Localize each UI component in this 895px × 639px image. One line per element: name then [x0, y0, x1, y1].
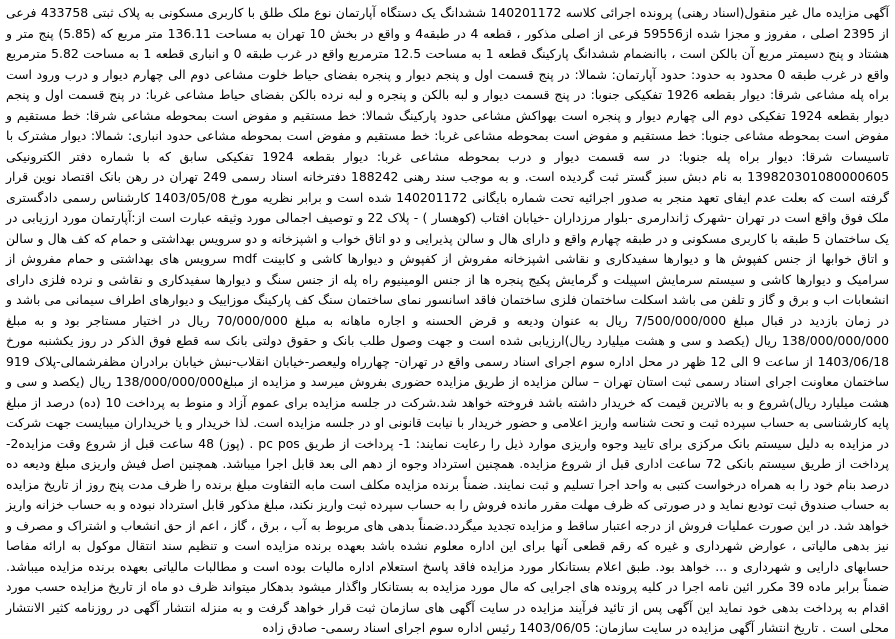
- notice-heading: آگهی مزایده مال غیر منقول(اسناد رهنی) پرونده اجرائی کلاسه 140201172: [490, 5, 889, 20]
- notice-paragraph: [6, 3, 889, 639]
- notice-body: ششدانگ یک دستگاه آپارتمان نوع ملک طلق با کاربری مسکونی به پلاک ثبتی 433758 فرعی از 2395 اصلی ، مفروز و مجزا شده از59556 فرعی از اصلی مذکور ، قطعه 4 در طبقه4 و واقع در بخش 10 تهران به مساحت 136.11 متر مربع که (5.85) پنج متر و هشتاد و پنج دسیمتر مربع آن بالکن است ، باانضمام ششدانگ پارکینگ قطعه 1 به مساحت 12.5 مترمربع واقع در غرب طبقه 0 و انباری قطعه 1 به مساحت 5.82 مترمربع واقع در غرب طبقه 0 محدود به حدود: حدود آپارتمان: شمالا: در پنج قسمت اول و پنجم دیوار و پنجره بفضای حیاط خلوت مشاعی دوم الی چهارم دیوار و درب ورود است براه پله مشاعی شرقا: دیوار بقطعه 1926 تفکیکی جنوبا: در پنج قسمت دیوار و لبه بالکن و پنجره و لبه نرده بالکن بفضای حیاط مشاعی غربا: در پنج قسمت اول و پنجم دیوار بقطعه 1924 تفکیکی دوم الی چهارم دیوار و پنجره است بهواکش مشاعی حدود پارکینگ شمالا: خط مستقیم و مفوض است بمحوطه مشاعی شرقا: خط مستقیم و مفوض است بمحوطه مشاعی جنوبا: خط مستقیم و مفوض است بمحوطه مشاعی غربا: خط مستقیم و مفوض است بمحوطه مشاعی حدود انباری: شمالا: دیوار مشترک با تاسیسات شرقا: دیوار براه پله جنوبا: در سه قسمت دیوار و درب بمحوطه مشاعی غربا: دیوار بقطعه 1924 تفکیکی سابق که با شماره دفتر الکترونیکی 139820301080000605 به نام دبش سبز گستر ثبت گردیده است. و به موجب سند رهنی 188242 دفترخانه اسناد رسمی 249 تهران در رهن بانک اقتصاد نوین قرار گرفته است که بعلت عدم ایفای تعهد منجر به صدور اجرائیه تحت شماره بایگانی 140201172 شده است و برابر نظریه مورخ 1403/05/08 کارشناس رسمی دادگستری ملک فوق واقع است در تهران -شهرک ژاندارمری -بلوار مرزداران -خیابان افتاب (کوهسار ) - پلاک 22 و توصیف اجمالی مورد وثیقه عبارت است از:آپارتمان مورد ارزیابی در یک ساختمان 5 طبقه با کاربری مسکونی و در طبقه چهارم واقع و دارای هال و سالن پذیرایی و دو اتاق خواب و اشپزخانه و دو سرویس بهداشتی و حمام که کف هال و سالن و اتاق خوابها از جنس کفپوش ها و دیوارها سفیدکاری و نقاشی اشپزخانه مفروش از کفپوش و دیوارها کاشی و کابینت mdf سرویس های بهداشتی و حمام مفروش از سرامیک و دیوارها کاشی و سیستم سرمایش اسپیلت و گرمایش پکیج پنجره ها از جنس الومینیوم راه پله از جنس سنگ و دیوارها سفیدکاری و نقاشی و نرده فلزی دارای انشعابات اب و برق و گاز و تلفن می باشد اسکلت ساختمان فلزی ساختمان فاقد اسانسور نمای ساختمان سنگ کف پارکینگ موزاییک و دیوارهای اطراف سیمانی می باشد و در زمان بازدید در قبال مبلغ 7/500/000/000 ریال به عنوان ودیعه و قرض الحسنه و اجاره ماهانه به مبلغ 70/000/000 ریال در اختیار مستاجر بود و به مبلغ 138/000/000/000 ریال (یکصد و سی و هشت میلیارد ریال)ارزیابی شده است و جهت وصول طلب بانک و حقوق دولتی بانک سه قطع فوق الذکر در روز یکشنبه مورخ 1403/06/18 از ساعت 9 الی 12 ظهر در محل اداره سوم اجرای اسناد رسمی واقع در تهران- چهارراه ولیعصر-خیابان انقلاب-نبش خیابان برادران مظفرشمالی-پلاک 919 ساختمان معاونت اجرای اسناد رسمی ثبت استان تهران – سالن مزایده از طریق مزایده حضوری بفروش میرسد و مزایده از مبلغ138/000/000/000 ریال (یکصد و سی و هشت میلیارد ریال)شروع و به بالاترین قیمت که خریدار داشته باشد فروخته خواهد شد.شرکت در جلسه مزایده برای عموم آزاد و منوط به پرداخت 10 (ده) درصد از مبلغ پایه کارشناسی به حساب سپرده ثبت و تحت شناسه واریز اعلامی و حضور خریدار با نیابت قانونی او در جلسه مزایده است. لذا خریدار و یا خریداران میبایست جهت شرکت در مزایده به دلیل سیستم بانک مرکزی برای تایید وجوه واریزی موارد ذیل را رعایت نمایند: 1- پرداخت از طریق pc pos . (پوز) 48 ساعت قبل از شروع وقت مزایده2- پرداخت از طریق سیستم بانکی 72 ساعت اداری قبل از شروع مزایده. همچنین استرداد وجوه از دهم الی بعد قابل اجرا میباشد. همچنین اصل فیش واریزی مبلغ ودیعه ده درصد بنام خود را به همراه درخواست کتبی به واحد اجرا تسلیم و ثبت نمایند. ضمناً برنده مزایده مکلف است مابه التفاوت مبلغ برنده را ظرف مدت پنج روز از تاریخ مزایده به حساب صندوق ثبت تودیع نماید و در صورتی که ظرف مهلت مقرر مانده فروش را به حساب سپرده ثبت واریز نکند، مبلغ مذکور قابل استرداد نبوده و به حساب خزانه واریز خواهد شد. در این صورت عملیات فروش از درجه اعتبار ساقط و مزایده تجدید میگردد.ضمناً بدهی های مربوط به آب ، برق ، گاز ، اعم از حق انشعاب و اشتراک و مصرف و نیز بدهی مالیاتی ، عوارض شهرداری و غیره که رقم قطعی آنها برای این اداره معلوم نشده باشد بعهده برنده مزایده است و تنظیم سند انتقال موکول به ارائه مفاصا حسابهای دارایی و شهرداری و ... خواهد بود. طبق اعلام بستانکار مورد مزایده فاقد پاسخ استعلام اداره مالیات بوده است و مطالبات مالیاتی بعهده برنده مزایده میباشد. ضمناً برابر ماده 39 مکرر ائین نامه اجرا در کلیه پرونده های اجرایی که مال مورد مزایده به بستانکار واگذار میشود بدهکار میتواند ظرف دو ماه از تاریخ مزایده حسب مورد اقدام به پرداخت بدهی خود نماید این آگهی پس از تائید فرآیند مزایده در سایت آگهی های سازمان ثبت قرار خواهد گرفت و به منزله انتشار آگهی در روزنامه کثیر الانتشار محلی است . تاریخ انتشار آگهی مزایده در سایت سازمان: 1403/06/05 رئیس اداره سوم اجرای اسناد رسمی- صادق زاده: [6, 5, 890, 635]
